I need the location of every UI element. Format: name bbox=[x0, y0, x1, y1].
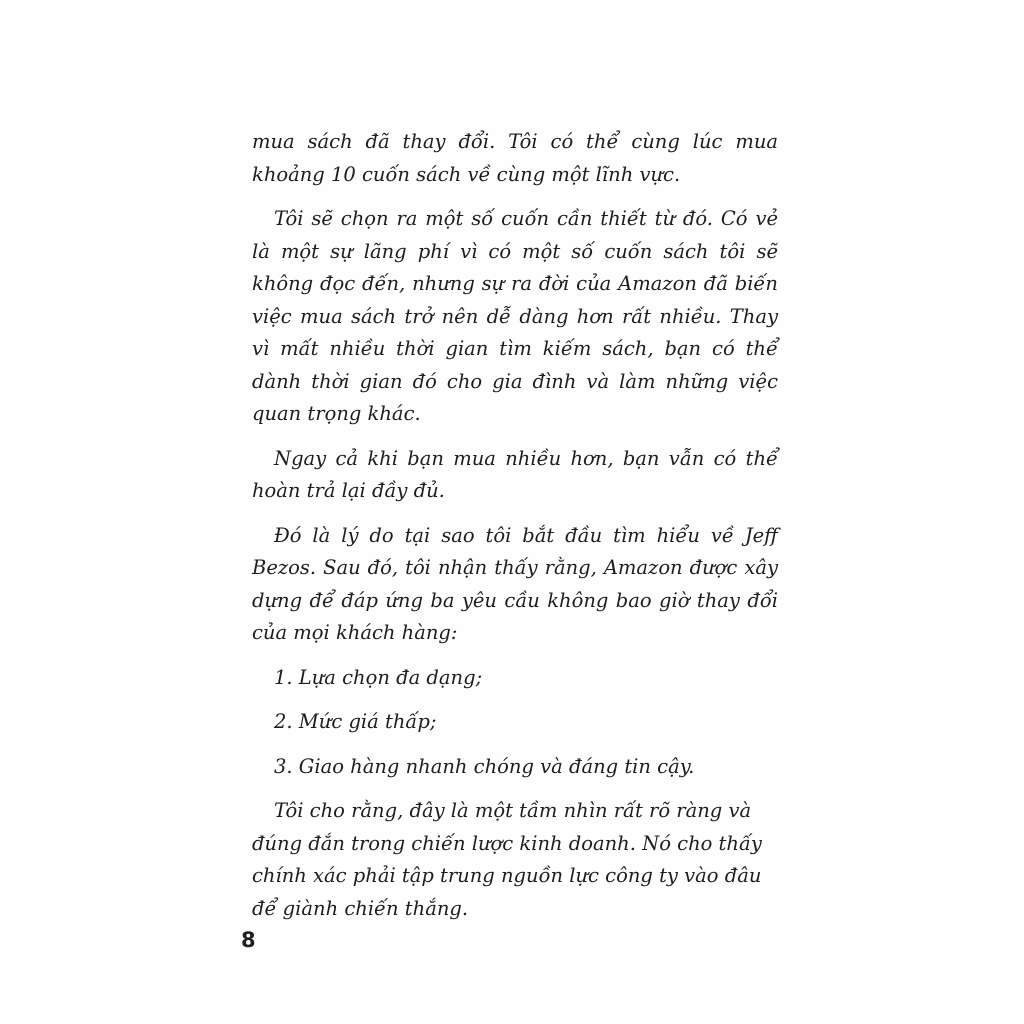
page-number: 8 bbox=[241, 928, 256, 952]
list-item-3: 3. Giao hàng nhanh chóng và đáng tin cậy. bbox=[274, 754, 695, 778]
list-item-1: 1. Lựa chọn đa dạng; bbox=[274, 665, 483, 689]
body-text bbox=[252, 126, 778, 937]
list-item-2: 2. Mức giá thấp; bbox=[274, 710, 437, 733]
paragraph-5: Tôi cho rằng, đây là một tầm nhìn rất rõ ràng và đúng đắn trong chiến lược kinh doanh. Nó cho thấy chính xác phải tập trung nguồn lực công ty vào đâu để giành chiến thắng. bbox=[252, 799, 762, 920]
paragraph-2: Tôi sẽ chọn ra một số cuốn cần thiết từ đó. Có vẻ là một sự lãng phí vì có một số cuốn sách tôi sẽ không đọc đến, nhưng sự ra đời của Amazon đã biến việc mua sách trở nên dễ dàng hơn rất nhiều. Thay vì mất nhiều thời gian tìm kiếm sách, bạn có thể dành thời gian đó cho gia đình và làm những việc quan trọng khác. bbox=[252, 207, 778, 425]
paragraph-1: mua sách đã thay đổi. Tôi có thể cùng lúc mua khoảng 10 cuốn sách về cùng một lĩnh vực. bbox=[252, 130, 778, 186]
paragraph-3: Ngay cả khi bạn mua nhiều hơn, bạn vẫn có thể hoàn trả lại đầy đủ. bbox=[252, 446, 778, 502]
paragraph-4: Đó là lý do tại sao tôi bắt đầu tìm hiểu về Jeff Bezos. Sau đó, tôi nhận thấy rằng, Amazon được xây dựng để đáp ứng ba yêu cầu không bao giờ thay đổi của mọi khách hàng: bbox=[252, 523, 778, 644]
